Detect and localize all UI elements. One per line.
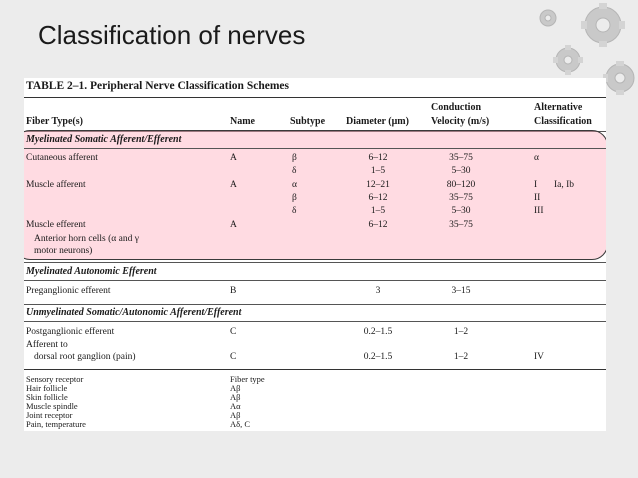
receptor-name: Joint receptor [26, 410, 73, 420]
cell-diameter: 6–12 [368, 153, 388, 163]
cell-diameter: 0.2–1.5 [363, 327, 393, 337]
header-classification: Classification [534, 116, 592, 127]
cell-diameter: 0.2–1.5 [363, 352, 393, 362]
slide-title: Classification of nerves [38, 20, 306, 50]
rule-section-2 [24, 280, 606, 281]
row-sublabel: Anterior horn cells (α and γ [34, 234, 139, 244]
table-caption: TABLE 2–1. Peripheral Nerve Classification Schemes [26, 80, 289, 92]
cell-diameter: 3 [375, 286, 381, 296]
rule-section-3 [24, 321, 606, 322]
row-label-muscle-afferent: Muscle afferent [26, 180, 86, 190]
cell-subtype: β [292, 153, 297, 163]
row-label-preganglionic: Preganglionic efferent [26, 286, 111, 296]
row-label-drg: dorsal root ganglion (pain) [34, 352, 136, 362]
receptor-fiber: Aα [230, 401, 241, 411]
section-myelinated-somatic: Myelinated Somatic Afferent/Efferent [26, 134, 182, 145]
rule-top [24, 97, 606, 98]
receptor-header: Sensory receptor [26, 374, 84, 384]
receptor-fiber: Aδ, C [230, 419, 251, 429]
cell-name: C [230, 327, 237, 337]
receptor-name: Muscle spindle [26, 401, 78, 411]
cell-diameter: 6–12 [368, 220, 388, 230]
cell-diameter: 12–21 [366, 180, 390, 190]
row-label-cutaneous: Cutaneous afferent [26, 153, 98, 163]
cell-velocity: 1–2 [453, 327, 469, 337]
header-subtype: Subtype [290, 116, 326, 127]
receptor-fiber: Aβ [230, 410, 241, 420]
cell-velocity: 5–30 [451, 166, 471, 176]
receptor-fiber: Aβ [230, 392, 241, 402]
header-fiber-types: Fiber Type(s) [26, 116, 83, 127]
row-sublabel: motor neurons) [34, 246, 93, 256]
cell-alt: IV [534, 352, 545, 362]
header-alternative: Alternative [534, 102, 583, 113]
cell-velocity: 80–120 [446, 180, 476, 190]
cell-name: B [230, 286, 237, 296]
cell-name: C [230, 352, 237, 362]
receptor-name: Pain, temperature [26, 419, 86, 429]
rule-section-3-top [24, 304, 606, 305]
cell-diameter: 6–12 [368, 193, 388, 203]
row-label-muscle-efferent: Muscle efferent [26, 220, 86, 230]
cell-alt: II [534, 193, 541, 203]
cell-velocity: 35–75 [449, 193, 473, 203]
receptor-fiber: Aβ [230, 383, 241, 393]
cell-velocity: 5–30 [451, 206, 471, 216]
cell-diameter: 1–5 [370, 166, 386, 176]
rule-section-1 [24, 148, 606, 149]
cell-alt-sub: Ia, Ib [554, 180, 575, 190]
cell-subtype: β [292, 193, 297, 203]
cell-diameter: 1–5 [370, 206, 386, 216]
header-conduction: Conduction [431, 102, 482, 113]
rule-section-2-top [24, 262, 606, 263]
nerve-classification-table [24, 78, 606, 431]
row-label-postganglionic: Postganglionic efferent [26, 327, 115, 337]
cell-alt: III [534, 206, 544, 216]
header-velocity: Velocity (m/s) [431, 116, 490, 127]
cell-subtype: δ [292, 206, 297, 216]
section-unmyelinated: Unmyelinated Somatic/Autonomic Afferent/Efferent [26, 307, 242, 318]
cell-velocity: 35–75 [449, 220, 473, 230]
rule-bottom [24, 369, 606, 370]
cell-alt: I [534, 180, 538, 190]
cell-subtype: α [292, 180, 297, 190]
cell-velocity: 3–15 [451, 286, 471, 296]
fiber-type-header: Fiber type [230, 374, 265, 384]
cell-name: A [230, 220, 237, 230]
cell-velocity: 35–75 [449, 153, 473, 163]
section-myelinated-autonomic: Myelinated Autonomic Efferent [26, 266, 157, 277]
row-label-afferent: Afferent to [26, 340, 68, 350]
cell-name: A [230, 180, 237, 190]
header-diameter: Diameter (μm) [346, 116, 409, 127]
header-name: Name [230, 116, 255, 127]
cell-velocity: 1–2 [453, 352, 469, 362]
receptor-name: Hair follicle [26, 383, 68, 393]
cell-alt: α [534, 153, 539, 163]
cell-subtype: δ [292, 166, 297, 176]
cell-name: A [230, 153, 237, 163]
receptor-name: Skin follicle [26, 392, 68, 402]
